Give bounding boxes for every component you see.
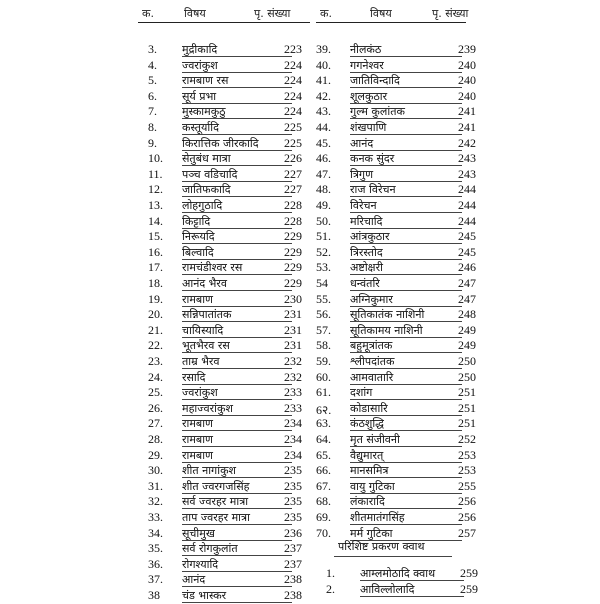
entry-name: ज्वरांकुश xyxy=(182,386,218,400)
entry-name: शंखपाणि xyxy=(350,121,387,134)
entry-page: 237 xyxy=(284,541,302,556)
entry-number: 56. xyxy=(316,307,331,322)
left-subject-header: विषय xyxy=(184,7,206,20)
index-entry xyxy=(316,510,478,526)
entry-number: 61. xyxy=(316,385,331,400)
entry-name: बहुमूत्रांतक xyxy=(350,339,393,353)
index-entry xyxy=(316,182,478,198)
entry-name: कंठशुद्धि xyxy=(350,417,384,431)
index-entry xyxy=(316,416,478,432)
entry-number: 52. xyxy=(316,244,331,259)
entry-number: 4. xyxy=(148,57,157,72)
entry-number: 44. xyxy=(316,120,331,134)
entry-page: 243 xyxy=(458,166,476,181)
entry-number: 6. xyxy=(148,88,157,103)
left-header-rule xyxy=(138,22,310,23)
entry-page: 236 xyxy=(284,525,302,540)
entry-page: 231 xyxy=(284,338,302,353)
index-entry xyxy=(316,401,478,417)
index-entry xyxy=(316,73,478,89)
index-entry xyxy=(316,448,478,464)
index-entry xyxy=(148,214,308,230)
entry-page: 227 xyxy=(284,166,302,181)
entry-name: रोगश्यादि xyxy=(182,557,219,571)
index-entry xyxy=(148,494,308,510)
entry-page: 232 xyxy=(284,354,302,368)
entry-page: 225 xyxy=(284,120,302,134)
entry-name: रामबाण xyxy=(182,417,214,431)
entry-name: विरेचन xyxy=(350,199,377,212)
entry-number: 45. xyxy=(316,135,331,150)
entry-number: 3. xyxy=(148,42,157,56)
right-subject-header: विषय xyxy=(370,7,392,20)
entry-page: 259 xyxy=(460,581,478,596)
entry-number: 23. xyxy=(148,354,163,368)
entry-number: 54 xyxy=(316,276,328,290)
entry-name: सर्व ज्वरहर मात्रा xyxy=(182,495,249,509)
entry-page: 239 xyxy=(458,42,476,56)
entry-page: 230 xyxy=(284,291,302,306)
entry-page: 224 xyxy=(284,73,302,88)
entry-page: 246 xyxy=(458,260,476,275)
entry-name: भूतभैरव रस xyxy=(182,339,230,353)
entry-name: कोडासारि xyxy=(350,401,388,415)
index-entry xyxy=(148,416,308,432)
entry-name: आनंद xyxy=(350,136,374,150)
entry-name: ताम्र भैरव xyxy=(182,355,220,368)
index-entry xyxy=(316,323,478,339)
entry-number: 16. xyxy=(148,244,163,259)
entry-page: 232 xyxy=(284,369,302,384)
right-num-header: क. xyxy=(320,7,332,20)
index-entry xyxy=(316,42,478,58)
entry-name: सेतुबंध मात्रा xyxy=(182,152,231,166)
index-entry xyxy=(148,89,308,105)
entry-page: 229 xyxy=(284,276,302,290)
index-entry xyxy=(316,494,478,510)
entry-number: 2. xyxy=(326,581,335,596)
entry-number: 37. xyxy=(148,572,163,587)
entry-page: 233 xyxy=(284,400,302,415)
index-entry xyxy=(316,89,478,105)
index-entry xyxy=(148,198,308,214)
index-entry xyxy=(148,526,308,542)
entry-page: 245 xyxy=(458,229,476,244)
entry-page: 244 xyxy=(458,182,476,197)
entry-name: शीत नागांकुश xyxy=(182,464,237,478)
index-entry xyxy=(148,338,308,354)
index-entry xyxy=(316,292,478,308)
entry-number: 22. xyxy=(148,338,163,353)
index-entry xyxy=(148,245,308,261)
index-entry xyxy=(316,198,478,214)
entry-page: 237 xyxy=(284,556,302,571)
entry-number: 69. xyxy=(316,510,331,524)
entry-number: 41. xyxy=(316,73,331,88)
entry-page: 241 xyxy=(458,120,476,134)
index-entry xyxy=(316,370,478,386)
entry-number: 42. xyxy=(316,88,331,103)
entry-number: 27. xyxy=(148,416,163,431)
left-page-header: पृ. संख्या xyxy=(254,7,291,20)
entry-name: नीलकंठ xyxy=(350,43,382,56)
entry-page: 250 xyxy=(458,369,476,384)
entry-page: 252 xyxy=(458,432,476,446)
appendix-title: परिशिष्ट प्रकरण क्वाथ xyxy=(338,540,425,553)
entry-page: 257 xyxy=(458,525,476,540)
index-entry xyxy=(316,120,478,136)
entry-name: आनंद भैरव xyxy=(182,277,228,290)
entry-number: 34. xyxy=(148,525,163,540)
index-entry xyxy=(326,582,480,598)
entry-name: पञ्च वडिचादि xyxy=(182,167,238,181)
entry-number: 11. xyxy=(148,166,163,181)
index-entry xyxy=(316,229,478,245)
index-entry xyxy=(148,276,308,292)
entry-number: 19. xyxy=(148,291,163,306)
entry-page: 223 xyxy=(284,42,302,56)
entry-name: शीतमातंगसिंह xyxy=(350,511,405,524)
entry-number: 32. xyxy=(148,494,163,509)
entry-page: 240 xyxy=(458,73,476,88)
entry-number: 60. xyxy=(316,369,331,384)
entry-page: 238 xyxy=(284,588,302,602)
entry-page: 247 xyxy=(458,276,476,290)
index-entry xyxy=(148,448,308,464)
index-entry xyxy=(148,541,308,557)
entry-number: 18. xyxy=(148,276,163,290)
entry-name: जातिफकादि xyxy=(182,183,231,197)
entry-number: 66. xyxy=(316,463,331,478)
index-entry xyxy=(148,42,308,58)
entry-name: सर्व रोगकुलांत xyxy=(182,542,238,556)
entry-name: रामबाण xyxy=(182,292,214,306)
entry-name: महाज्वरांकुश xyxy=(182,401,233,415)
entry-page: 249 xyxy=(458,338,476,353)
entry-number: 48. xyxy=(316,182,331,197)
index-entry xyxy=(148,385,308,401)
entry-name: राज विरेचन xyxy=(350,183,396,197)
entry-number: 7. xyxy=(148,104,157,119)
entry-name: रसादि xyxy=(182,370,206,384)
appendix-title-underline xyxy=(334,556,452,557)
entry-page: 229 xyxy=(284,229,302,244)
entry-number: 51. xyxy=(316,229,331,244)
entry-page: 241 xyxy=(458,104,476,119)
entry-number: 39. xyxy=(316,42,331,56)
entry-number: 58. xyxy=(316,338,331,353)
index-entry xyxy=(148,323,308,339)
entry-name: रामबाण xyxy=(182,433,214,446)
entry-page: 247 xyxy=(458,291,476,306)
left-num-header: क. xyxy=(142,7,154,20)
entry-page: 259 xyxy=(460,566,478,580)
entry-number: 15. xyxy=(148,229,163,244)
entry-name: मरिचादि xyxy=(350,214,383,228)
index-entry xyxy=(148,588,308,604)
index-entry xyxy=(316,136,478,152)
entry-number: 67. xyxy=(316,478,331,493)
index-entry xyxy=(316,338,478,354)
entry-page: 227 xyxy=(284,182,302,197)
entry-page: 249 xyxy=(458,322,476,337)
entry-page: 235 xyxy=(284,510,302,524)
entry-number: 6२. xyxy=(316,402,332,417)
entry-name: मुद्रीकादि xyxy=(182,43,218,56)
entry-name: आविल्लोलादि xyxy=(360,582,415,596)
index-entry xyxy=(316,151,478,167)
index-entry xyxy=(148,510,308,526)
entry-name: चायिस्यादि xyxy=(182,323,224,337)
entry-page: 231 xyxy=(284,307,302,322)
entry-page: 251 xyxy=(458,400,476,415)
index-entry xyxy=(148,292,308,308)
entry-number: 12. xyxy=(148,182,163,197)
index-entry xyxy=(148,229,308,245)
index-entry xyxy=(316,276,478,292)
entry-number: 40. xyxy=(316,57,331,72)
entry-page: 253 xyxy=(458,463,476,478)
entry-page: 224 xyxy=(284,88,302,103)
entry-name: अष्टोक्षरी xyxy=(350,261,383,275)
entry-page: 229 xyxy=(284,260,302,275)
entry-number: 20. xyxy=(148,307,163,322)
entry-name: ज्वरांकुश xyxy=(182,58,218,72)
entry-page: 245 xyxy=(458,244,476,259)
entry-page: 235 xyxy=(284,478,302,493)
entry-page: 228 xyxy=(284,213,302,228)
entry-number: 57. xyxy=(316,322,331,337)
index-entry xyxy=(148,307,308,323)
entry-name: त्रिरस्तोद xyxy=(350,245,383,259)
entry-page: 253 xyxy=(458,447,476,462)
index-entry xyxy=(148,136,308,152)
entry-page: 224 xyxy=(284,104,302,119)
entry-name: जातिविन्दादि xyxy=(350,74,400,88)
entry-page: 238 xyxy=(284,572,302,587)
index-entry xyxy=(148,557,308,573)
index-entry xyxy=(148,104,308,120)
index-entry xyxy=(148,370,308,386)
entry-number: 53. xyxy=(316,260,331,275)
entry-number: 9. xyxy=(148,135,157,150)
entry-name: लोहगुठादि xyxy=(182,199,223,212)
entry-number: 50. xyxy=(316,213,331,228)
index-entry xyxy=(326,566,480,582)
entry-number: 26. xyxy=(148,400,163,415)
entry-number: 13. xyxy=(148,198,163,212)
entry-number: 8. xyxy=(148,120,157,134)
entry-page: 234 xyxy=(284,432,302,446)
entry-number: 33. xyxy=(148,510,163,524)
entry-number: 46. xyxy=(316,151,331,166)
entry-number: 64. xyxy=(316,432,331,446)
entry-name: रामबाण रस xyxy=(182,74,229,88)
entry-number: 36. xyxy=(148,556,163,571)
entry-page: 251 xyxy=(458,416,476,431)
entry-name: आनंद xyxy=(182,573,206,587)
entry-name: सूतिकामय नाशिनी xyxy=(350,323,423,337)
index-entry xyxy=(316,463,478,479)
entry-number: 63. xyxy=(316,416,331,431)
entry-number: 24. xyxy=(148,369,163,384)
index-entry xyxy=(316,58,478,74)
entry-page: 242 xyxy=(458,135,476,150)
index-entry xyxy=(316,104,478,120)
entry-number: 21. xyxy=(148,322,163,337)
entry-number: 70. xyxy=(316,525,331,540)
entry-name: मानसमित्र xyxy=(350,464,389,478)
index-entry xyxy=(316,432,478,448)
entry-page: 250 xyxy=(458,354,476,368)
entry-number: 14. xyxy=(148,213,163,228)
index-entry xyxy=(316,245,478,261)
index-entry xyxy=(316,307,478,323)
entry-page: 225 xyxy=(284,135,302,150)
entry-page: 228 xyxy=(284,198,302,212)
index-entry xyxy=(148,572,308,588)
entry-page: 226 xyxy=(284,151,302,166)
entry-name: किट्टादि xyxy=(182,214,211,228)
entry-name: सूतिकातंक नाशिनी xyxy=(350,308,425,322)
entry-name: किरात्तिक जीरकादि xyxy=(182,136,259,150)
entry-name: शीत ज्वरगजसिंह xyxy=(182,479,250,493)
entry-name: शूलकुठार xyxy=(350,89,388,103)
entry-name: श्लीपदांतक xyxy=(350,355,395,368)
index-entry xyxy=(316,354,478,370)
entry-number: 31. xyxy=(148,478,163,493)
index-entry xyxy=(316,479,478,495)
entry-name: मर्म गुटिका xyxy=(350,526,393,540)
entry-name: ताप ज्वरहर मात्रा xyxy=(182,511,250,524)
index-entry xyxy=(148,167,308,183)
entry-name: त्रिगुण xyxy=(350,167,374,181)
entry-number: 49. xyxy=(316,198,331,212)
index-entry xyxy=(148,182,308,198)
entry-name: गुल्म कुलांतक xyxy=(350,105,405,119)
entry-page: 244 xyxy=(458,213,476,228)
entry-number: 43. xyxy=(316,104,331,119)
right-page-header: पृ. संख्या xyxy=(432,7,469,20)
entry-number: 28. xyxy=(148,432,163,446)
entry-name: सूचीमुख xyxy=(182,526,215,540)
entry-number: 30. xyxy=(148,463,163,478)
entry-underline xyxy=(360,596,464,597)
entry-page: 243 xyxy=(458,151,476,166)
entry-page: 235 xyxy=(284,463,302,478)
index-entry xyxy=(148,463,308,479)
entry-name: गगनेश्वर xyxy=(350,58,384,72)
entry-name: निरूयदि xyxy=(182,230,215,244)
entry-underline xyxy=(182,602,292,603)
index-entry xyxy=(148,58,308,74)
index-entry xyxy=(148,73,308,89)
entry-name: सूर्य प्रभा xyxy=(182,89,217,103)
entry-name: लंकारादि xyxy=(350,495,385,509)
entry-number: 65. xyxy=(316,447,331,462)
entry-number: 68. xyxy=(316,494,331,509)
entry-name: कनक सुंदर xyxy=(350,152,395,166)
index-entry xyxy=(148,120,308,136)
entry-page: 231 xyxy=(284,322,302,337)
entry-name: वायु गुटिका xyxy=(350,479,395,493)
index-entry xyxy=(316,167,478,183)
entry-number: 10. xyxy=(148,151,163,166)
entry-name: मुस्कामकुठु xyxy=(182,105,226,119)
entry-name: चंड भास्कर xyxy=(182,589,227,602)
entry-name: मृत संजीवनी xyxy=(350,433,400,446)
index-entry xyxy=(148,432,308,448)
entry-page: 240 xyxy=(458,88,476,103)
entry-name: अग्निकुमार xyxy=(350,292,393,306)
entry-name: सन्निपातांतक xyxy=(182,308,232,322)
index-entry xyxy=(148,260,308,276)
entry-page: 229 xyxy=(284,244,302,259)
entry-name: दशांग xyxy=(350,386,373,400)
entry-name: रामबाण xyxy=(182,448,214,462)
entry-name: आम्लमोठादि क्वाथ xyxy=(360,567,436,580)
index-entry xyxy=(316,385,478,401)
entry-page: 251 xyxy=(458,385,476,400)
entry-name: रामचंडीश्वर रस xyxy=(182,261,243,275)
entry-name: बिल्वादि xyxy=(182,245,214,259)
entry-number: 59. xyxy=(316,354,331,368)
entry-page: 256 xyxy=(458,494,476,509)
entry-name: कस्तूर्यादि xyxy=(182,121,219,134)
entry-page: 233 xyxy=(284,385,302,400)
entry-name: वैद्युमारत् xyxy=(350,448,384,462)
entry-number: 1. xyxy=(326,566,335,580)
entry-number: 29. xyxy=(148,447,163,462)
entry-page: 234 xyxy=(284,447,302,462)
entry-number: 38 xyxy=(148,588,160,602)
entry-number: 55. xyxy=(316,291,331,306)
entry-number: 47. xyxy=(316,166,331,181)
index-entry xyxy=(148,354,308,370)
entry-page: 240 xyxy=(458,57,476,72)
entry-page: 244 xyxy=(458,198,476,212)
index-entry xyxy=(316,260,478,276)
entry-number: 25. xyxy=(148,385,163,400)
index-entry xyxy=(148,401,308,417)
index-entry xyxy=(148,479,308,495)
entry-page: 248 xyxy=(458,307,476,322)
entry-name: आंत्रकुठार xyxy=(350,230,390,244)
entry-page: 256 xyxy=(458,510,476,524)
entry-name: आमवातारि xyxy=(350,370,394,384)
entry-number: 35. xyxy=(148,541,163,556)
entry-name: धन्वंतरि xyxy=(350,277,380,290)
right-header-rule xyxy=(316,22,466,23)
index-entry xyxy=(316,214,478,230)
entry-page: 255 xyxy=(458,478,476,493)
entry-number: 17. xyxy=(148,260,163,275)
index-entry xyxy=(148,151,308,167)
entry-page: 234 xyxy=(284,416,302,431)
entry-page: 235 xyxy=(284,494,302,509)
entry-page: 224 xyxy=(284,57,302,72)
entry-number: 5. xyxy=(148,73,157,88)
